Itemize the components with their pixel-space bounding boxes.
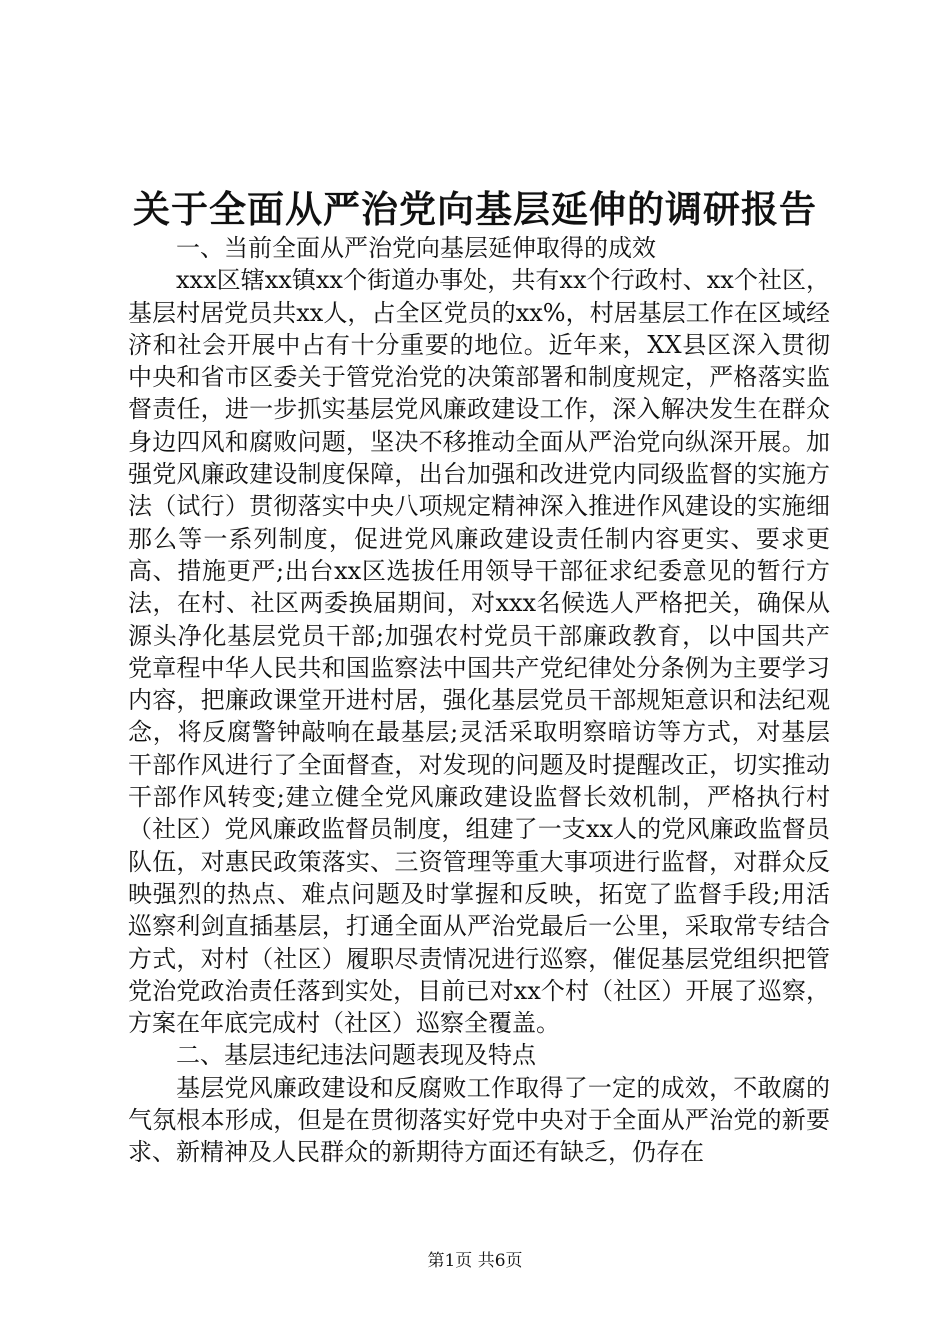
body-paragraph: xxx区辖xx镇xx个街道办事处，共有xx个行政村、xx个社区，基层村居党员共xx人，占全区党员的xx%，村居基层工作在区域经济和社会开展中占有十分重要的地位。近年来，XX县区深入贯彻中央和省市区委关于管党治党的决策部署和制度规定，严格落实监督责任，进一步抓实基层党风廉政建设工作，深入解决发生在群众身边四风和腐败问题，坚决不移推动全面从严治党向纵深开展。加强党风廉政建设制度保障，出台加强和改进党内同级监督的实施方法（试行）贯彻落实中央八项规定精神深入推进作风建设的实施细那么等一系列制度，促进党风廉政建设责任制内容更实、要求更高、措施更严;出台xx区选拔任用领导干部征求纪委意见的暂行方法，在村、社区两委换届期间，对xxx名候选人严格把关，确保从源头净化基层党员干部;加强农村党员干部廉政教育，以中国共产党章程中华人民共和国监察法中国共产党纪律处分条例为主要学习内容，把廉政课堂开进村居，强化基层党员干部规矩意识和法纪观念，将反腐警钟敲响在最基层;灵活采取明察暗访等方式，对基层干部作风进行了全面督查，对发现的问题及时提醒改正，切实推动干部作风转变;建立健全党风廉政建设监督长效机制，严格执行村（社区）党风廉政监督员制度，组建了一支xx人的党风廉政监督员队伍，对惠民政策落实、三资管理等重大事项进行监督，对群众反映强烈的热点、难点问题及时掌握和反映，拓宽了监督手段;用活巡察利剑直插基层，打通全面从严治党最后一公里，采取常专结合方式，对村（社区）履职尽责情况进行巡察，催促基层党组织把管党治党政治责任落到实处，目前已对xx个村（社区）开展了巡察，方案在年底完成村（社区）巡察全覆盖。 — [128, 266, 830, 1038]
section-heading-2: 二、基层违纪违法问题表现及特点 — [176, 1041, 536, 1070]
body-paragraph: 基层党风廉政建设和反腐败工作取得了一定的成效，不敢腐的气氛根本形成，但是在贯彻落实好党中央对于全面从严治党的新要求、新精神及人民群众的新期待方面还有缺乏，仍存在 — [128, 1073, 830, 1167]
document-body — [128, 232, 830, 1169]
section-heading-1: 一、当前全面从严治党向基层延伸取得的成效 — [176, 234, 656, 262]
document-title: 关于全面从严治党向基层延伸的调研报告 — [133, 187, 817, 231]
page-number-footer: 第1页 共6页 — [427, 1251, 523, 1271]
